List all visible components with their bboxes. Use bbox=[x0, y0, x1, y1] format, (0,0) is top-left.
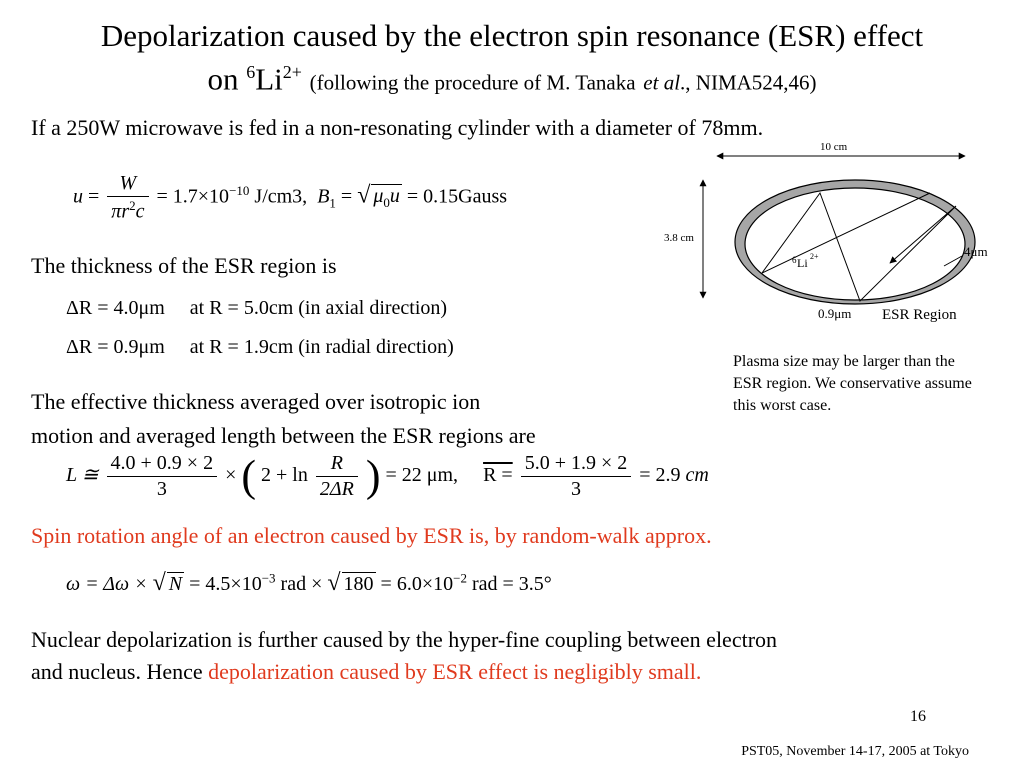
equation-spin-rotation bbox=[66, 570, 552, 597]
eq3-unit2: cm bbox=[685, 464, 709, 487]
eq1-B-sub: 1 bbox=[329, 195, 336, 211]
eq1-sqrt-icon: √ bbox=[357, 182, 371, 209]
eq1-pi: π bbox=[111, 200, 122, 223]
eq3-inner: 2 + ln bbox=[261, 464, 308, 487]
eq3-L: L ≅ bbox=[66, 464, 99, 487]
eq4-val2: = 6.0×10 bbox=[380, 573, 454, 595]
ion-label-sup: 6 bbox=[792, 255, 797, 265]
eq3-frac1 bbox=[107, 452, 218, 501]
eq1-unit: J/cm3, bbox=[254, 185, 308, 208]
para-nuclear-2a: and nucleus. Hence bbox=[31, 659, 203, 684]
title-etal-wrap bbox=[643, 70, 816, 94]
eq1-exp: −10 bbox=[229, 182, 250, 198]
eq3-num1: 4.0 + 0.9 × 2 bbox=[107, 452, 218, 477]
eq3-times: × bbox=[225, 464, 237, 487]
eq3-paren-right-icon: ) bbox=[365, 451, 381, 501]
eq4-val1: = 4.5×10 bbox=[189, 573, 262, 595]
eq4-lhs: ω = Δω × bbox=[66, 573, 148, 595]
eq4-exp1: −3 bbox=[261, 570, 276, 586]
eq3-frac3 bbox=[521, 452, 632, 501]
para-spin-rotation: Spin rotation angle of an electron caused by ESR is, by random-walk approx. bbox=[31, 523, 712, 548]
eq1-result: = 0.15Gauss bbox=[406, 185, 508, 208]
eq1-eq: = bbox=[340, 185, 353, 208]
eq4-rad2: rad = 3.5° bbox=[471, 573, 552, 595]
eq1-B: B bbox=[317, 185, 330, 208]
eq4-sqrt-n bbox=[167, 572, 184, 596]
title-line-2 bbox=[0, 54, 1024, 100]
eq3-result2: = 2.9 bbox=[639, 464, 681, 487]
eq3-num3: 5.0 + 1.9 × 2 bbox=[521, 452, 632, 477]
para-nuclear-1: Nuclear depolarization is further caused by the hyper-fine coupling between electron bbox=[31, 627, 778, 652]
eq1-r: r bbox=[121, 200, 130, 223]
esr-region-diagram bbox=[660, 138, 1010, 328]
ion-label: Li bbox=[797, 256, 808, 270]
para-effective-2: motion and averaged length between the ESR regions are bbox=[31, 423, 536, 448]
equation-effective-length bbox=[66, 452, 709, 501]
eq2-line1: ΔR = 4.0μm bbox=[66, 297, 165, 319]
eq1-sqrt bbox=[371, 184, 402, 211]
title-etal: et al bbox=[643, 70, 681, 95]
eq2-line2: ΔR = 0.9μm bbox=[66, 336, 165, 358]
width-label: 10 cm bbox=[820, 141, 848, 153]
title-li: Li bbox=[255, 61, 283, 97]
para-thickness: The thickness of the ESR region is bbox=[31, 253, 337, 278]
eq1-c: c bbox=[135, 200, 145, 223]
para-intro: If a 250W microwave is fed in a non-resonating cylinder with a diameter of 78mm. bbox=[31, 115, 764, 140]
thick-bottom-label: 0.9μm bbox=[818, 306, 852, 321]
eq2-line2-at: at R = 1.9cm (in radial direction) bbox=[189, 336, 454, 358]
height-label: 3.8 cm bbox=[664, 232, 694, 244]
eq3-den3: 3 bbox=[570, 478, 581, 500]
eq1-sup: 2 bbox=[129, 198, 136, 213]
title-sup-2plus: 2+ bbox=[282, 62, 302, 82]
thick-right-label: 4μm bbox=[964, 244, 988, 259]
eq1-u: u bbox=[73, 185, 83, 208]
eq1-mu-sub: 0 bbox=[383, 195, 390, 211]
eq1-fraction bbox=[107, 172, 148, 224]
footer: PST05, November 14-17, 2005 at Tokyo bbox=[741, 744, 969, 759]
inner-cavity bbox=[745, 188, 965, 300]
eq4-exp2: −2 bbox=[453, 570, 467, 586]
page-number: 16 bbox=[910, 708, 926, 725]
eq3-Rbar: R = bbox=[483, 464, 513, 487]
slide-title bbox=[0, 18, 1024, 100]
eq3-num2: R bbox=[330, 452, 343, 474]
eq3-result: = 22 μm, bbox=[385, 464, 459, 487]
title-on: on bbox=[207, 61, 239, 97]
eq1-mu: μ bbox=[373, 185, 384, 208]
para-nuclear-2 bbox=[31, 656, 701, 687]
para-effective-1: The effective thickness averaged over isotropic ion bbox=[31, 389, 481, 414]
title-line-1: Depolarization caused by the electron spin resonance (ESR) effect bbox=[100, 18, 924, 53]
eq1-num: W bbox=[119, 172, 137, 194]
eq4-sqrt-icon-1: √ bbox=[152, 570, 166, 596]
region-label: ESR Region bbox=[882, 307, 957, 323]
plasma-note: Plasma size may be larger than the ESR region. We conservative assume this worst case. bbox=[733, 353, 972, 414]
title-sup-6: 6 bbox=[246, 62, 256, 82]
title-following: (following the procedure of M. Tanaka bbox=[309, 70, 636, 95]
eq3-paren-left-icon: ( bbox=[241, 451, 257, 501]
equation-thickness-radial bbox=[66, 336, 454, 359]
eq4-sqrt-icon-2: √ bbox=[327, 570, 341, 596]
para-nuclear-2b: depolarization caused by ESR effect is negligibly small. bbox=[208, 659, 702, 684]
eq1-value: = 1.7×10 bbox=[156, 185, 230, 208]
eq1-mu-u: u bbox=[389, 185, 400, 208]
equation-energy-density: u = $\frac{W}{\pi r^2c}$ = $1.7\times 10^{-10}$ J/cm3, $B_1$ = √ $\mu_0u$ = 0.15Gauss bbox=[73, 172, 508, 223]
ion-label-charge: 2+ bbox=[810, 252, 819, 261]
eq4-N: N bbox=[168, 573, 183, 595]
eq4-sqrt180: 180 bbox=[343, 573, 374, 595]
equation-thickness-axial bbox=[66, 297, 447, 320]
eq4-rad1: rad × bbox=[280, 573, 323, 595]
eq2-line1-at: at R = 5.0cm (in axial direction) bbox=[189, 297, 448, 319]
eq3-frac2 bbox=[316, 452, 358, 501]
title-ref: ., NIMA524,46) bbox=[680, 70, 817, 95]
eq3-den1: 3 bbox=[156, 478, 167, 500]
eq3-den2: 2ΔR bbox=[319, 478, 354, 500]
